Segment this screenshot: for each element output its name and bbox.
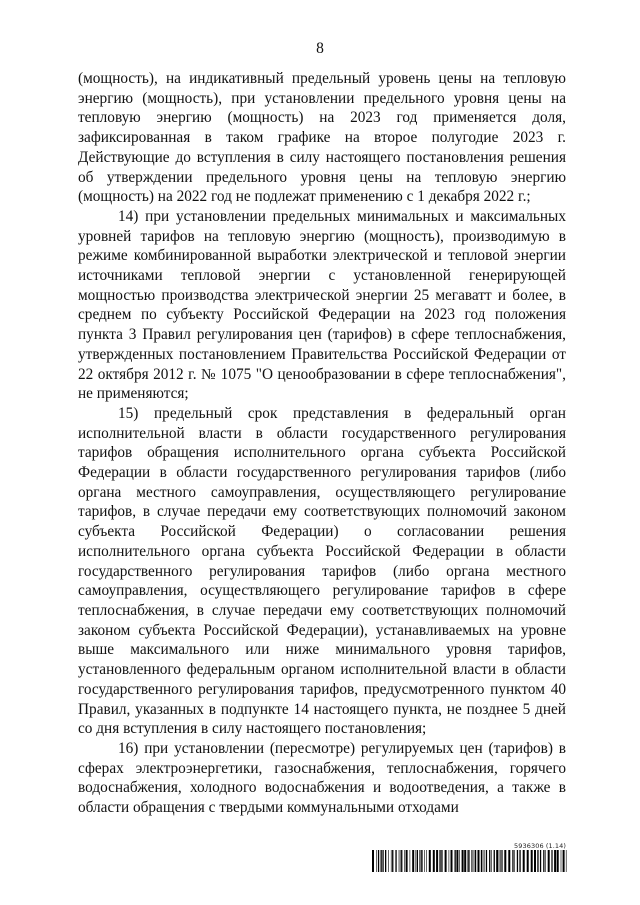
document-body [78, 69, 566, 818]
barcode-icon [372, 850, 568, 872]
paragraph-continuation: (мощность), на индикативный предельный уровень цены на тепловую энергию (мощность), при установлении предельного уровня цены на тепловую энергию (мощность) на 2023 год применяется доля, зафиксированная в таком графике на второе полугодие 2023 г. Действующие до вступления в силу настоящего постановления решения об утверждении предельного уровня цены на тепловую энергию (мощность) на 2022 год не подлежат применению с 1 декабря 2022 г.; [78, 70, 566, 206]
paragraph-item-16: 16) при установлении (пересмотре) регулируемых цен (тарифов) в сферах электроэнергетики, газоснабжения, теплоснабжения, горячего водоснабжения, холодного водоснабжения и водоотведения, а также в области обращения с твердыми коммунальными отходами [78, 739, 566, 817]
paragraph-item-14: 14) при установлении предельных минимальных и максимальных уровней тарифов на тепловую энергию (мощность), производимую в режиме комбинированной выработки электрической и тепловой энергии источниками тепловой энергии с установленной генерирующей мощностью производства электрической энергии 25 мегаватт и более, в среднем по субъекту Российской Федерации на 2023 год положения пункта 3 Правил регулирования цен (тарифов) в сфере теплоснабжения, утвержденных постановлением Правительства Российской Федерации от 22 октября 2012 г. № 1075 "О ценообразовании в сфере теплоснабжения", не применяются; [78, 207, 566, 403]
paragraph-item-15: 15) предельный срок представления в федеральный орган исполнительной власти в области государственного регулирования тарифов обращения исполнительного органа субъекта Российской Федерации в области государственного регулирования тарифов (либо органа местного самоуправления, осуществляющего регулирование тарифов, в случае передачи ему соответствующих полномочий законом субъекта Российской Федерации) о согласовании решения исполнительного органа субъекта Российской Федерации в области государственного регулирования тарифов (либо органа местного самоуправления, осуществляющего регулирование тарифов в сфере теплоснабжения, в случае передачи ему соответствующих полномочий законом субъекта Российской Федерации), устанавливаемых на уровне выше максимального или ниже минимального уровня тарифов, установленного федеральным органом исполнительной власти в области государственного регулирования тарифов, предусмотренного пунктом 40 Правил, указанных в подпункте 14 настоящего пункта, не позднее 5 дней со дня вступления в силу настоящего постановления; [78, 404, 566, 738]
document-code: 5936306 (1.14) [514, 842, 566, 850]
page-number: 8 [316, 40, 324, 57]
